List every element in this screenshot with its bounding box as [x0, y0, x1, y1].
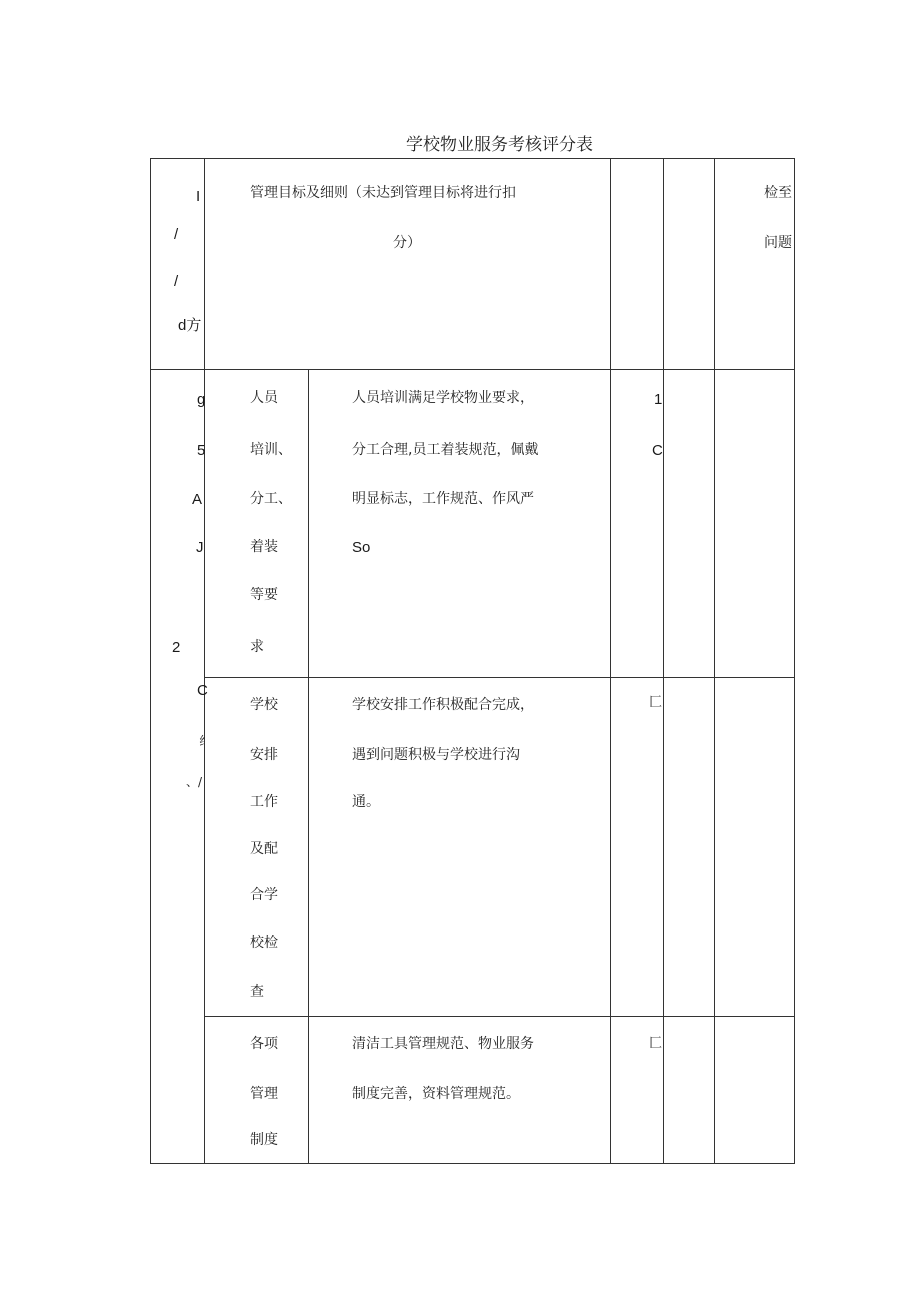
section-fragment: 5: [197, 442, 206, 459]
score-text: 1: [654, 391, 663, 408]
item-label-line: 学校: [250, 697, 278, 713]
item-label-line: 求: [250, 639, 264, 655]
score-text: 匚: [649, 1036, 663, 1051]
section-fragment: 2: [172, 639, 181, 656]
detail-line: 清洁工具管理规范、物业服务: [352, 1036, 534, 1052]
table-left-border: [150, 158, 151, 1164]
item-label-line: 培训、: [250, 442, 292, 458]
table-top-border: [150, 158, 795, 159]
item-label-line: 查: [250, 984, 264, 1000]
col-divider-2: [308, 369, 309, 1164]
section-fragment: J: [196, 539, 204, 556]
item-label-line: 工作: [250, 794, 278, 810]
item-label-line: 分工、: [250, 491, 292, 507]
detail-line: 分工合理,员工着装规范，佩戴: [352, 442, 539, 458]
item-label-line: 校检: [250, 935, 278, 951]
header-col1-fragment: /: [174, 226, 179, 243]
row1-bottom-border: [204, 677, 795, 678]
detail-line: 学校安排工作积极配合完成，: [352, 697, 534, 713]
header-check-text: 检至: [764, 185, 792, 201]
item-label-line: 制度: [250, 1132, 278, 1148]
item-label-line: 管理: [250, 1086, 278, 1102]
detail-line: 人员培训满足学校物业要求，: [352, 390, 534, 406]
header-goals-text: 管理目标及细则（未达到管理目标将进行扣: [250, 185, 516, 201]
col-divider-5: [714, 158, 715, 1164]
header-goals-text: 分）: [393, 235, 421, 251]
header-bottom-border: [150, 369, 795, 370]
col-divider-1: [204, 158, 205, 1164]
detail-line: 明显标志，工作规范、作风严: [352, 491, 534, 507]
item-label-line: 着装: [250, 539, 278, 555]
section-fragment: A: [192, 491, 203, 508]
item-label-line: 合学: [250, 887, 278, 903]
item-label-line: 及配: [250, 841, 278, 857]
detail-line: So: [352, 539, 371, 556]
item-label-line: 安排: [250, 747, 278, 763]
section-fragment: g: [197, 391, 206, 408]
detail-line: 通。: [352, 794, 380, 810]
row2-bottom-border: [204, 1016, 795, 1017]
section-fragment: 、/: [186, 775, 203, 789]
item-label-line: 等要: [250, 587, 278, 603]
item-label-line: 各项: [250, 1036, 278, 1052]
table-right-border: [794, 158, 795, 1164]
section-fragment: C: [197, 682, 208, 699]
score-text: C: [652, 442, 663, 459]
header-col1-fragment: I: [196, 188, 201, 205]
header-col1-fragment: d方: [178, 317, 202, 334]
document-title: 学校物业服务考核评分表: [406, 135, 593, 155]
item-label-line: 人员: [250, 390, 278, 406]
col-divider-3: [610, 158, 611, 1164]
header-col1-fragment: /: [174, 273, 179, 290]
section-fragment: 纟: [199, 734, 212, 748]
detail-line: 遇到问题积极与学校进行沟: [352, 747, 520, 763]
detail-line: 制度完善，资料管理规范。: [352, 1086, 520, 1102]
score-text: 匚: [649, 695, 663, 710]
table-bottom-border: [150, 1163, 795, 1164]
col-divider-4: [663, 158, 664, 1164]
header-check-text: 问题: [764, 235, 792, 251]
